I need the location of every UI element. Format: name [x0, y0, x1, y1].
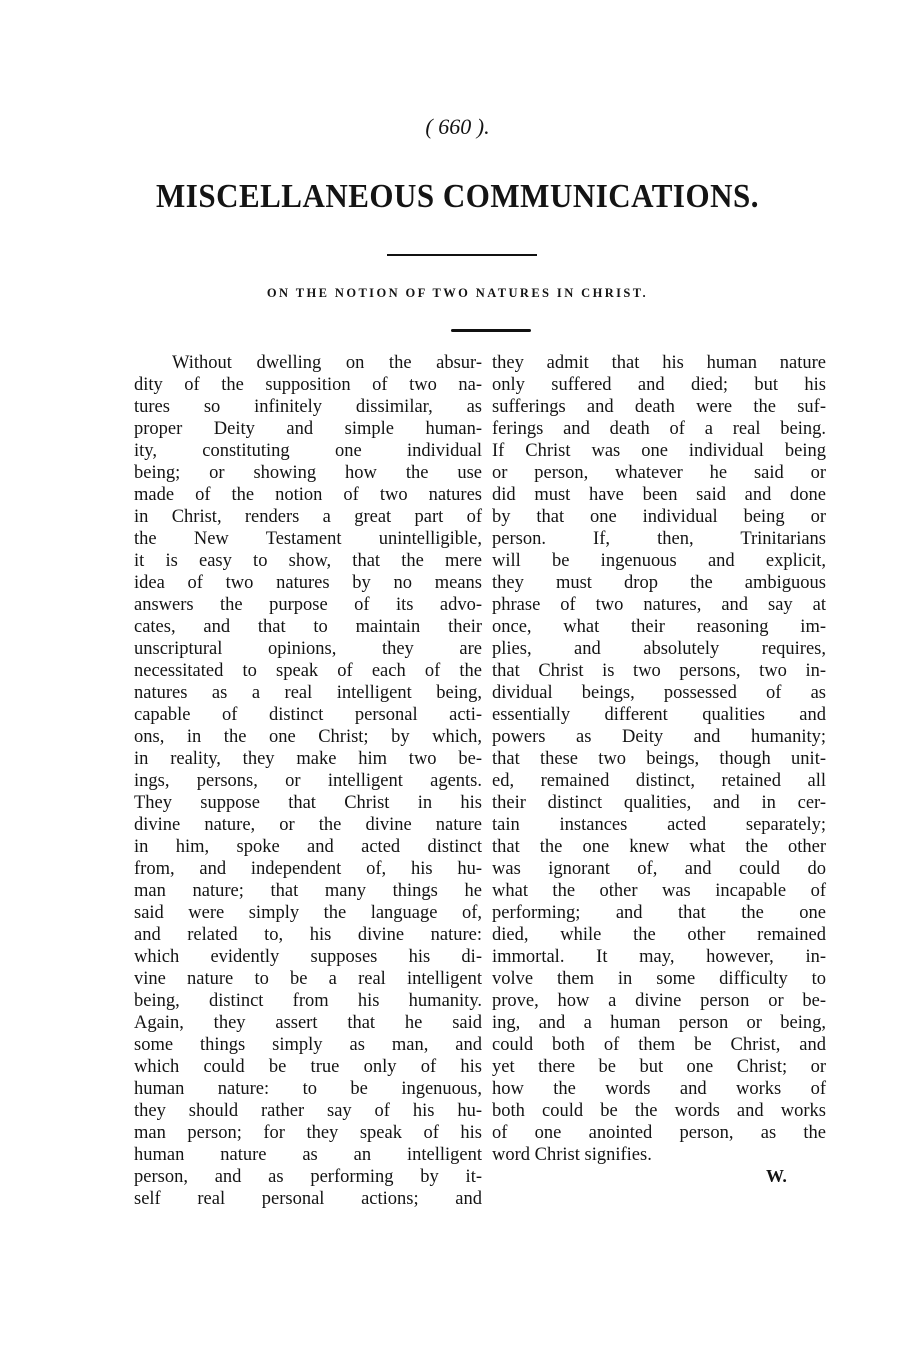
text-line: natures as a real intelligent being, [134, 683, 482, 703]
text-line: man person; for they speak of his [134, 1123, 482, 1143]
text-line: man nature; that many things he [134, 881, 482, 901]
text-line: what the other was incapable of [492, 881, 826, 901]
section-title: MISCELLANEOUS COMMUNICATIONS. [156, 176, 759, 215]
text-line: their distinct qualities, and in cer- [492, 793, 826, 813]
text-line: human nature as an intelligent [134, 1145, 482, 1165]
text-line: immortal. It may, however, in- [492, 947, 826, 967]
text-line: Again, they assert that he said [134, 1013, 482, 1033]
text-line: did must have been said and done [492, 485, 826, 505]
text-line: plies, and absolutely requires, [492, 639, 826, 659]
text-line: it is easy to show, that the mere [134, 551, 482, 571]
text-line: which could be true only of his [134, 1057, 482, 1077]
text-line: essentially different qualities and [492, 705, 826, 725]
text-line: both could be the words and works [492, 1101, 826, 1121]
text-line: died, while the other remained [492, 925, 826, 945]
text-line: tain instances acted separately; [492, 815, 826, 835]
text-line: of one anointed person, as the [492, 1123, 826, 1143]
text-line: unscriptural opinions, they are [134, 639, 482, 659]
text-line: that Christ is two persons, two in- [492, 661, 826, 681]
text-line: being, distinct from his humanity. [134, 991, 482, 1011]
text-line: which evidently supposes his di- [134, 947, 482, 967]
text-line: once, what their reasoning im- [492, 617, 826, 637]
text-line: or person, whatever he said or [492, 463, 826, 483]
text-line: ferings and death of a real being. [492, 419, 826, 439]
text-line: only suffered and died; but his [492, 375, 826, 395]
text-line: said were simply the language of, [134, 903, 482, 923]
divider-rule-short [451, 329, 531, 332]
text-line: answers the purpose of its advo- [134, 595, 482, 615]
text-line: being; or showing how the use [134, 463, 482, 483]
text-line: person. If, then, Trinitarians [492, 529, 826, 549]
text-line: necessitated to speak of each of the [134, 661, 482, 681]
text-line: word Christ signifies. [492, 1145, 652, 1165]
text-line: and related to, his divine nature: [134, 925, 482, 945]
text-line: performing; and that the one [492, 903, 826, 923]
text-line: self real personal actions; and [134, 1189, 482, 1209]
text-line: the New Testament unintelligible, [134, 529, 482, 549]
text-line: ing, and a human person or being, [492, 1013, 826, 1033]
text-line: proper Deity and simple human- [134, 419, 482, 439]
text-line: in reality, they make him two be- [134, 749, 482, 769]
text-line: was ignorant of, and could do [492, 859, 826, 879]
text-line: human nature: to be ingenuous, [134, 1079, 482, 1099]
text-line: yet there be but one Christ; or [492, 1057, 826, 1077]
text-line: how the words and works of [492, 1079, 826, 1099]
divider-rule [387, 254, 537, 256]
text-line: by that one individual being or [492, 507, 826, 527]
text-line: They suppose that Christ in his [134, 793, 482, 813]
text-line: could both of them be Christ, and [492, 1035, 826, 1055]
text-line: ons, in the one Christ; by which, [134, 727, 482, 747]
text-line: divine nature, or the divine nature [134, 815, 482, 835]
text-line: person, and as performing by it- [134, 1167, 482, 1187]
article-title: ON THE NOTION OF TWO NATURES IN CHRIST. [266, 286, 649, 300]
text-line: vine nature to be a real intelligent [134, 969, 482, 989]
text-line: capable of distinct personal acti- [134, 705, 482, 725]
text-line: powers as Deity and humanity; [492, 727, 826, 747]
text-line: Without dwelling on the absur- [172, 353, 482, 373]
text-line: they should rather say of his hu- [134, 1101, 482, 1121]
text-line: in Christ, renders a great part of [134, 507, 482, 527]
text-line: volve them in some difficulty to [492, 969, 826, 989]
text-line: from, and independent of, his hu- [134, 859, 482, 879]
text-line: If Christ was one individual being [492, 441, 826, 461]
text-line: ings, persons, or intelligent agents. [134, 771, 482, 791]
text-line: in him, spoke and acted distinct [134, 837, 482, 857]
text-line: cates, and that to maintain their [134, 617, 482, 637]
text-line: will be ingenuous and explicit, [492, 551, 826, 571]
text-line: dity of the supposition of two na- [134, 375, 482, 395]
text-line: they admit that his human nature [492, 353, 826, 373]
text-line: ed, remained distinct, retained all [492, 771, 826, 791]
text-line: that the one knew what the other [492, 837, 826, 857]
text-line: sufferings and death were the suf- [492, 397, 826, 417]
page-number: ( 660 ). [425, 114, 490, 139]
text-line: idea of two natures by no means [134, 573, 482, 593]
text-line: prove, how a divine person or be- [492, 991, 826, 1011]
right-column [492, 352, 826, 1166]
text-line: dividual beings, possessed of as [492, 683, 826, 703]
text-line: that these two beings, though unit- [492, 749, 826, 769]
text-line: made of the notion of two natures [134, 485, 482, 505]
text-line: phrase of two natures, and say at [492, 595, 826, 615]
left-column [134, 352, 482, 1210]
author-signature: W. [766, 1166, 787, 1186]
text-line: tures so infinitely dissimilar, as [134, 397, 482, 417]
text-line: ity, constituting one individual [134, 441, 482, 461]
text-line: some things simply as man, and [134, 1035, 482, 1055]
text-line: they must drop the ambiguous [492, 573, 826, 593]
